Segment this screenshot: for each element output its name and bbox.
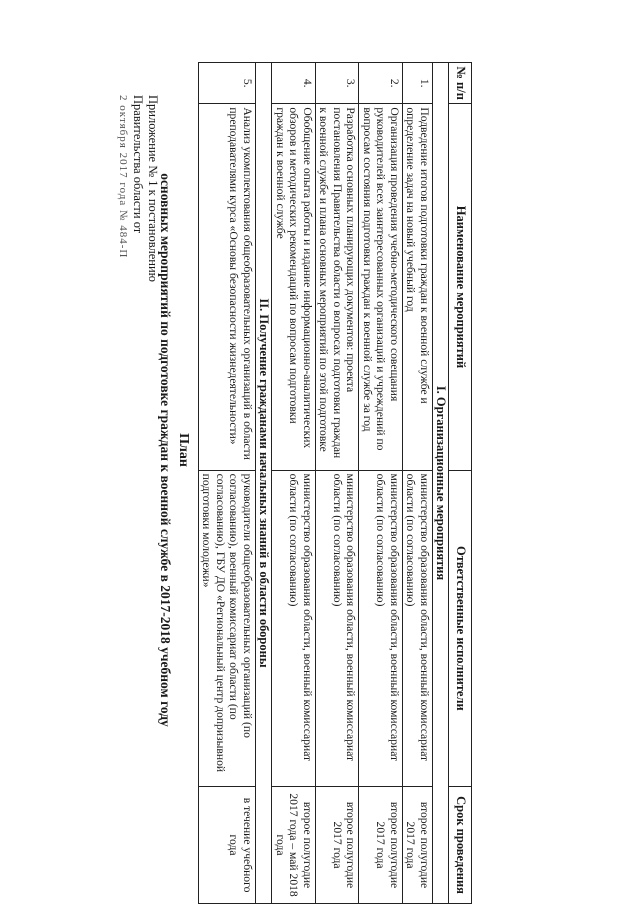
row-responsible: руководители общеобразовательных организаций (по согласованию), военный комиссариат области (по согласованию), ГБУ ДО «Региональный центр допризывной подготовки молодежи» — [199, 470, 256, 786]
section-row — [433, 63, 450, 904]
row-responsible: министерство образования области, военный комиссариат области (по согласованию) — [316, 470, 360, 786]
section-1-title: I. Организационные мероприятия — [433, 63, 450, 904]
header-term: Срок проведения — [449, 787, 472, 904]
appendix-note — [115, 95, 160, 295]
row-term: второе полугодие 2017 года — [316, 787, 360, 904]
table-row — [272, 63, 316, 904]
appendix-line-3: 2 октября 2017 года № 484-П — [117, 95, 129, 259]
row-responsible: министерство образования области, военный комиссариат области (по согласованию) — [272, 470, 316, 786]
row-num: 3. — [316, 63, 360, 104]
row-name: Разработка основных планирующих документов: проекта постановления Правительства области о вопросах подготовки граждан к военной службе и плана основных мероприятий по этой подготовке — [316, 104, 360, 470]
table-row — [199, 63, 256, 904]
table-row — [316, 63, 360, 904]
row-num: 4. — [272, 63, 316, 104]
section-row — [256, 63, 273, 904]
row-term: второе полугодие 2017 года – май 2018 года — [272, 787, 316, 904]
row-responsible: министерство образования области, военный комиссариат области (по согласованию) — [359, 470, 403, 786]
header-responsible: Ответственные исполнители — [449, 470, 472, 786]
row-name: Подведение итогов подготовки граждан к военной службе и определение задач на новый учебный год — [403, 104, 433, 470]
document-title — [157, 40, 192, 860]
row-term: в течение учебного года — [199, 787, 256, 904]
row-name: Организация проведения учебно-методического совещания руководителей всех заинтересованных организаций и учреждений по вопросам состояния подготовки граждан к военной службе за год — [359, 104, 403, 470]
row-name: Анализ укомплектования общеобразовательных организаций в области преподавателями курса «Основы безопасности жизнедеятельности» — [199, 104, 256, 470]
row-num: 1. — [403, 63, 433, 104]
header-num: № п/п — [449, 63, 472, 104]
row-term: второе полугодие 2017 года — [403, 787, 433, 904]
row-name: Обобщение опыта работы и издание информационно-аналитических обзоров и методических рекомендаций по вопросам подготовки граждан к военной службе — [272, 104, 316, 470]
appendix-line-2: Правительства области от — [131, 95, 145, 234]
plan-table — [198, 62, 472, 904]
table-row — [359, 63, 403, 904]
table-header-row — [449, 63, 472, 904]
header-name: Наименование мероприятий — [449, 104, 472, 470]
section-2-title: II. Получение гражданами начальных знаний в области обороны — [256, 63, 273, 904]
row-term: второе полугодие 2017 года — [359, 787, 403, 904]
title-line-1: План — [176, 433, 191, 467]
title-line-2: основных мероприятий по подготовке граждан к военной службе в 2017-2018 учебном году — [158, 173, 173, 727]
row-num: 2. — [359, 63, 403, 104]
row-num: 5. — [199, 63, 256, 104]
row-responsible: министерство образования области, военный комиссариат области (по согласованию) — [403, 470, 433, 786]
table-row — [403, 63, 433, 904]
appendix-line-1: Приложение № 1 к постановлению — [146, 95, 160, 282]
